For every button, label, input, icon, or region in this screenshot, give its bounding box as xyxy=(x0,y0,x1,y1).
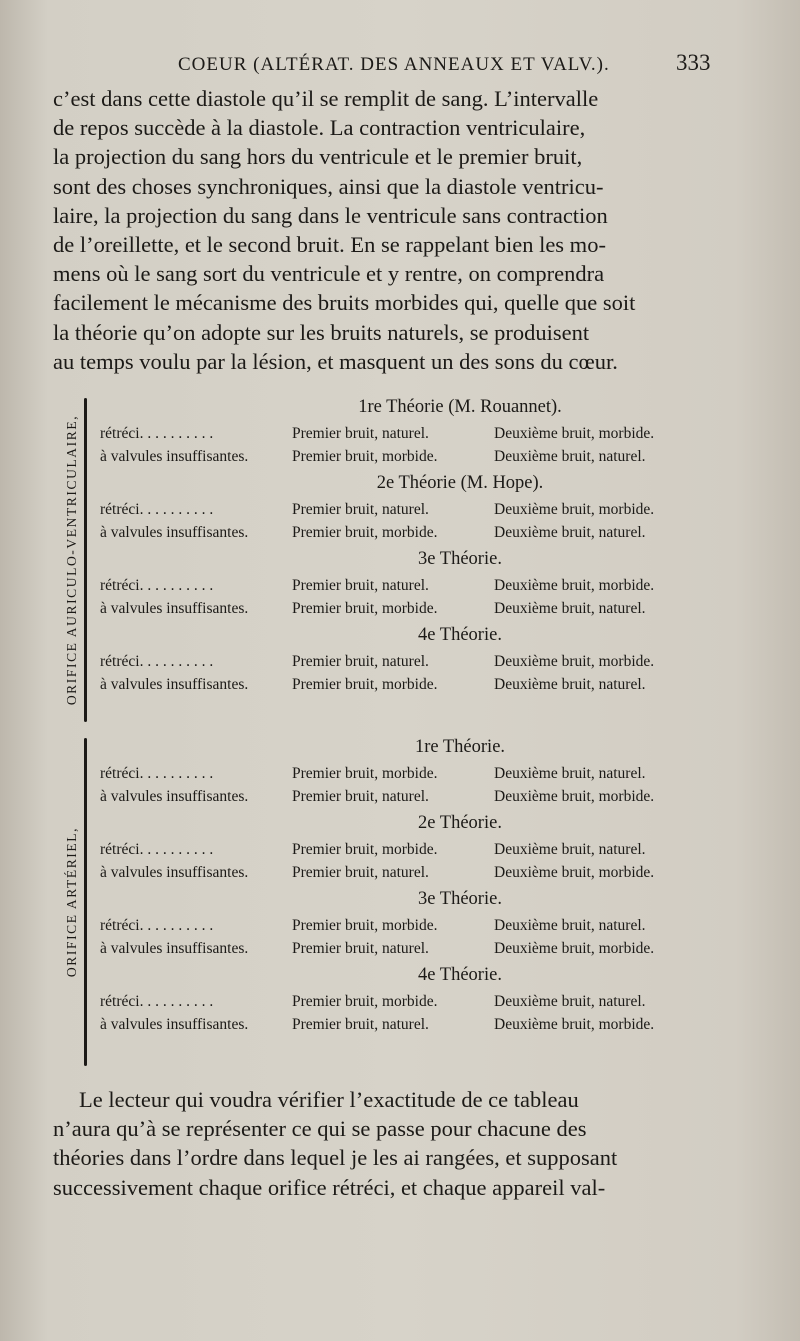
text-line: Le lecteur qui voudra vérifier l’exactitude de ce tableau xyxy=(79,1087,579,1112)
theory-title: 4e Théorie. xyxy=(418,625,502,645)
second-sound-cell: Deuxième bruit, morbide. xyxy=(494,501,655,518)
text-line: mens où le sang sort du ventricule et y rentre, on comprendra xyxy=(53,261,605,287)
second-sound-cell: Deuxième bruit, naturel. xyxy=(494,841,646,858)
condition-cell: à valvules insuffisantes. xyxy=(100,1016,249,1033)
theory-title: 1re Théorie (M. Rouannet). xyxy=(358,397,562,417)
first-sound-cell: Premier bruit, naturel. xyxy=(292,425,429,442)
theory-block xyxy=(100,620,740,696)
theory-block xyxy=(100,960,740,1036)
text-line: successivement chaque orifice rétréci, et chaque appareil val- xyxy=(53,1174,606,1200)
condition-cell: à valvules insuffisantes. xyxy=(100,448,249,465)
condition-cell: à valvules insuffisantes. xyxy=(100,940,249,957)
first-sound-cell: Premier bruit, naturel. xyxy=(292,501,429,518)
group-label-text: ORIFICE AURICULO-VENTRICULAIRE, xyxy=(64,414,79,706)
condition-cell: rétréci. . . . . . . . . . xyxy=(100,993,214,1010)
page-number: 333 xyxy=(676,50,711,75)
second-sound-cell: Deuxième bruit, morbide. xyxy=(494,864,655,881)
theory-title: 2e Théorie (M. Hope). xyxy=(376,473,544,493)
second-sound-cell: Deuxième bruit, morbide. xyxy=(494,653,655,670)
theory-block xyxy=(100,544,740,620)
second-sound-cell: Deuxième bruit, morbide. xyxy=(494,425,655,442)
group-bracket xyxy=(84,398,87,722)
condition-cell: rétréci. . . . . . . . . . xyxy=(100,917,214,934)
theory-row xyxy=(100,785,740,808)
text-line: de l’oreillette, et le second bruit. En se rappelant bien les mo- xyxy=(53,232,606,258)
text-line: laire, la projection du sang dans le ventricule sans contraction xyxy=(53,202,608,228)
theory-block xyxy=(100,808,740,884)
theory-row xyxy=(100,914,740,937)
text-line: de repos succède à la diastole. La contraction ventriculaire, xyxy=(53,115,586,141)
text-line: facilement le mécanisme des bruits morbides qui, quelle que soit xyxy=(53,290,636,316)
second-sound-cell: Deuxième bruit, naturel. xyxy=(494,600,646,617)
first-sound-cell: Premier bruit, naturel. xyxy=(292,577,429,594)
first-sound-cell: Premier bruit, morbide. xyxy=(292,993,438,1010)
theory-row xyxy=(100,422,740,445)
body-paragraph xyxy=(53,84,718,376)
arterial-group xyxy=(54,732,744,1072)
condition-cell: rétréci. . . . . . . . . . xyxy=(100,653,214,670)
first-sound-cell: Premier bruit, morbide. xyxy=(292,524,438,541)
page-header xyxy=(0,48,800,82)
condition-cell: rétréci. . . . . . . . . . xyxy=(100,765,214,782)
text-line: la projection du sang hors du ventricule et le premier bruit, xyxy=(53,144,583,170)
theory-row xyxy=(100,498,740,521)
text-line: c’est dans cette diastole qu’il se remplit de sang. L’intervalle xyxy=(53,86,599,111)
first-sound-cell: Premier bruit, naturel. xyxy=(292,940,429,957)
first-sound-cell: Premier bruit, naturel. xyxy=(292,864,429,881)
second-sound-cell: Deuxième bruit, morbide. xyxy=(494,577,655,594)
theory-title: 3e Théorie. xyxy=(418,549,502,569)
condition-cell: à valvules insuffisantes. xyxy=(100,600,249,617)
theory-row xyxy=(100,597,740,620)
second-sound-cell: Deuxième bruit, morbide. xyxy=(494,788,655,805)
theory-row xyxy=(100,861,740,884)
theory-row xyxy=(100,937,740,960)
second-sound-cell: Deuxième bruit, naturel. xyxy=(494,917,646,934)
text-line: la théorie qu’on adopte sur les bruits naturels, se produisent xyxy=(53,319,590,345)
group-bracket xyxy=(84,738,87,1066)
theory-list xyxy=(100,732,740,1036)
text-line: théories dans l’ordre dans lequel je les ai rangées, et supposant xyxy=(53,1145,618,1171)
condition-cell: rétréci. . . . . . . . . . xyxy=(100,425,214,442)
second-sound-cell: Deuxième bruit, naturel. xyxy=(494,676,646,693)
first-sound-cell: Premier bruit, morbide. xyxy=(292,600,438,617)
theory-row xyxy=(100,521,740,544)
theory-row xyxy=(100,1013,740,1036)
theory-block xyxy=(100,884,740,960)
text-line: n’aura qu’à se représenter ce qui se passe pour chacune des xyxy=(53,1116,587,1142)
first-sound-cell: Premier bruit, morbide. xyxy=(292,841,438,858)
theory-title: 2e Théorie. xyxy=(418,813,502,833)
first-sound-cell: Premier bruit, morbide. xyxy=(292,917,438,934)
theory-row xyxy=(100,762,740,785)
second-sound-cell: Deuxième bruit, morbide. xyxy=(494,1016,655,1033)
theory-row xyxy=(100,574,740,597)
first-sound-cell: Premier bruit, morbide. xyxy=(292,765,438,782)
condition-cell: rétréci. . . . . . . . . . xyxy=(100,841,214,858)
closing-paragraph xyxy=(53,1085,718,1202)
second-sound-cell: Deuxième bruit, naturel. xyxy=(494,524,646,541)
theory-title: 4e Théorie. xyxy=(418,965,502,985)
group-label-text: ORIFICE ARTÉRIEL, xyxy=(64,826,79,978)
condition-cell: à valvules insuffisantes. xyxy=(100,864,249,881)
first-sound-cell: Premier bruit, naturel. xyxy=(292,1016,429,1033)
theory-block xyxy=(100,732,740,808)
theory-title: 3e Théorie. xyxy=(418,889,502,909)
condition-cell: à valvules insuffisantes. xyxy=(100,676,249,693)
condition-cell: rétréci. . . . . . . . . . xyxy=(100,577,214,594)
second-sound-cell: Deuxième bruit, naturel. xyxy=(494,993,646,1010)
theory-list xyxy=(100,392,740,696)
first-sound-cell: Premier bruit, naturel. xyxy=(292,653,429,670)
theory-row xyxy=(100,838,740,861)
condition-cell: à valvules insuffisantes. xyxy=(100,524,249,541)
theory-block xyxy=(100,392,740,468)
theory-block xyxy=(100,468,740,544)
condition-cell: rétréci. . . . . . . . . . xyxy=(100,501,214,518)
theory-row xyxy=(100,650,740,673)
second-sound-cell: Deuxième bruit, morbide. xyxy=(494,940,655,957)
second-sound-cell: Deuxième bruit, naturel. xyxy=(494,765,646,782)
second-sound-cell: Deuxième bruit, naturel. xyxy=(494,448,646,465)
auriculo-ventricular-group xyxy=(54,392,744,728)
first-sound-cell: Premier bruit, morbide. xyxy=(292,676,438,693)
theory-row xyxy=(100,990,740,1013)
first-sound-cell: Premier bruit, morbide. xyxy=(292,448,438,465)
text-line: sont des choses synchroniques, ainsi que la diastole ventricu- xyxy=(53,173,604,199)
text-line: au temps voulu par la lésion, et masquent un des sons du cœur. xyxy=(53,348,618,374)
condition-cell: à valvules insuffisantes. xyxy=(100,788,249,805)
first-sound-cell: Premier bruit, naturel. xyxy=(292,788,429,805)
theory-title: 1re Théorie. xyxy=(414,737,506,757)
theory-row xyxy=(100,673,740,696)
running-head: COEUR (ALTÉRAT. DES ANNEAUX ET VALV.). xyxy=(178,54,610,75)
theory-row xyxy=(100,445,740,468)
